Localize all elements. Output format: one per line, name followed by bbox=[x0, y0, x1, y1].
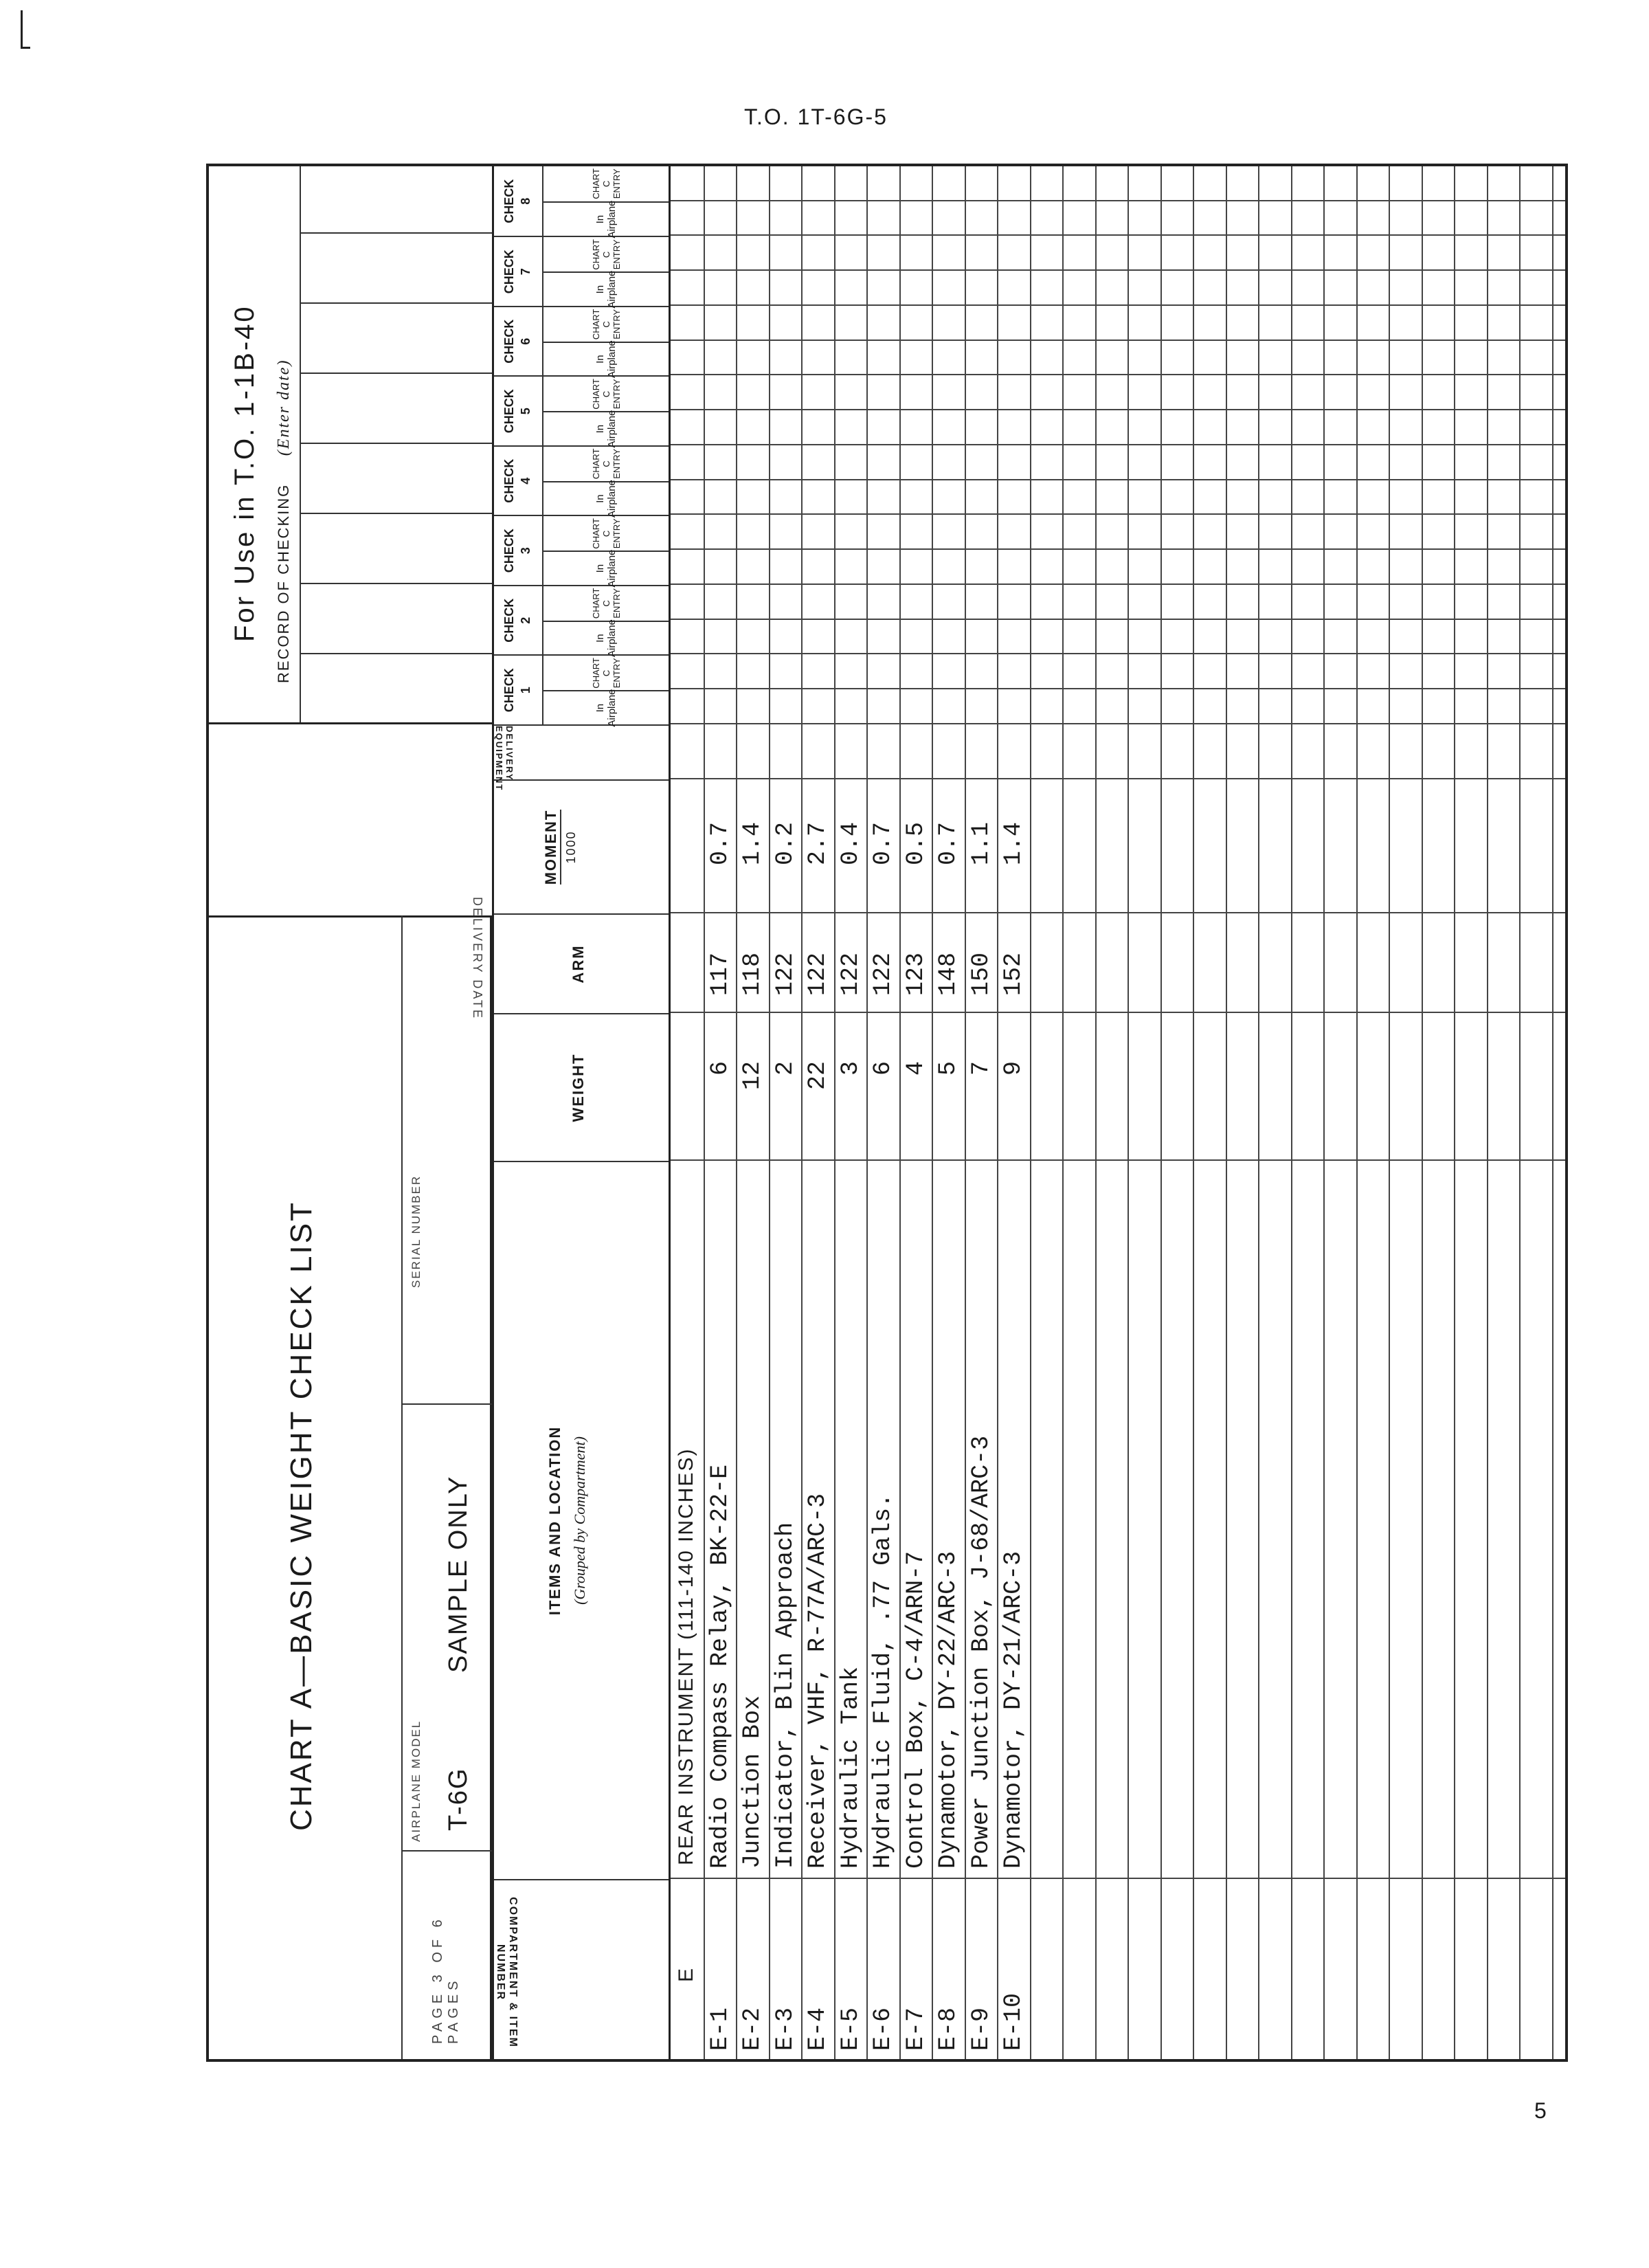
check-number: 2 bbox=[519, 616, 532, 624]
item-moment: 0.5 bbox=[901, 821, 930, 865]
item-weight: 6 bbox=[706, 1060, 734, 1076]
column-divider bbox=[671, 654, 1568, 655]
column-divider bbox=[671, 583, 1568, 585]
arm-label: ARM bbox=[570, 944, 587, 983]
compartment-item-label: COMPARTMENT & ITEM NUMBER bbox=[495, 1897, 519, 2048]
column-divider bbox=[671, 1159, 1568, 1161]
row-divider bbox=[736, 166, 737, 2062]
item-moment: 2.7 bbox=[804, 821, 831, 865]
row-divider bbox=[1128, 166, 1129, 2062]
column-divider bbox=[671, 409, 1568, 410]
check-number: 7 bbox=[519, 268, 532, 276]
item-arm: 152 bbox=[1000, 952, 1027, 996]
item-moment: 0.4 bbox=[836, 821, 864, 865]
check-5-title bbox=[494, 377, 543, 446]
in-airplane-label: In Airplane bbox=[543, 411, 669, 445]
item-arm: 118 bbox=[739, 952, 766, 996]
item-number: E-7 bbox=[901, 2007, 930, 2051]
date-box-1[interactable] bbox=[301, 654, 493, 724]
row-divider bbox=[932, 166, 933, 2062]
chart-c-entry-label: CHART C ENTRY bbox=[590, 379, 622, 410]
item-description: Control Box, C-4/ARN-7 bbox=[901, 1550, 930, 1869]
date-box-8[interactable] bbox=[301, 166, 493, 234]
item-description: Power Junction Box, J-68/ARC-3 bbox=[967, 1435, 995, 1869]
items-location-label: ITEMS AND LOCATION bbox=[546, 1425, 563, 1616]
in-airplane-label: In Airplane bbox=[543, 342, 669, 376]
item-moment: 1.4 bbox=[739, 821, 766, 865]
item-moment: 0.7 bbox=[706, 821, 734, 865]
column-divider bbox=[671, 269, 1568, 271]
row-divider bbox=[1389, 166, 1390, 2062]
column-divider bbox=[671, 375, 1568, 376]
row-divider bbox=[769, 166, 770, 2062]
check-label: CHECK bbox=[502, 249, 516, 294]
column-divider bbox=[671, 444, 1568, 445]
column-divider bbox=[671, 340, 1568, 341]
item-moment: 0.7 bbox=[934, 821, 962, 865]
check-1-header bbox=[494, 655, 669, 725]
item-weight: 2 bbox=[771, 1060, 799, 1076]
chart-c-entry-label: CHART C ENTRY bbox=[590, 309, 622, 340]
column-divider bbox=[671, 688, 1568, 689]
check-5-header bbox=[494, 376, 669, 446]
moment-divisor: 1000 bbox=[564, 830, 578, 864]
item-description: Indicator, Blin Approach bbox=[771, 1522, 799, 1869]
item-number: E-4 bbox=[804, 2007, 831, 2051]
item-description: Dynamotor, DY-21/ARC-3 bbox=[1000, 1550, 1027, 1869]
check-label: CHECK bbox=[502, 529, 516, 573]
weight-header bbox=[494, 1013, 669, 1161]
chart-c-entry-label: CHART C ENTRY bbox=[590, 168, 622, 199]
item-arm: 148 bbox=[934, 952, 962, 996]
record-of-checking-label bbox=[275, 359, 293, 683]
item-arm: 122 bbox=[804, 952, 831, 996]
check-4-header bbox=[494, 445, 669, 518]
row-divider bbox=[1193, 166, 1194, 2062]
date-box-2[interactable] bbox=[301, 584, 493, 654]
item-description: Junction Box bbox=[739, 1695, 766, 1869]
column-divider bbox=[671, 165, 1568, 166]
date-box-4[interactable] bbox=[301, 444, 493, 514]
check-label: CHECK bbox=[502, 668, 516, 713]
row-divider bbox=[1258, 166, 1259, 2062]
serial-number-label: SERIAL NUMBER bbox=[410, 1175, 423, 1288]
record-label: RECORD OF CHECKING bbox=[275, 483, 292, 683]
check-number: 3 bbox=[519, 547, 532, 555]
check-1-title bbox=[494, 656, 543, 725]
item-description: Hydraulic Fluid, .77 Gals. bbox=[869, 1493, 897, 1869]
document-id: T.O. 1T-6G-5 bbox=[744, 104, 888, 129]
check-6-title bbox=[494, 307, 543, 376]
chart-c-entry-label: CHART C ENTRY bbox=[590, 239, 622, 270]
check-6-header bbox=[494, 306, 669, 379]
column-divider bbox=[671, 200, 1568, 201]
items-location-sublabel: (Grouped by Compartment) bbox=[571, 1436, 588, 1605]
date-box-7[interactable] bbox=[301, 234, 493, 304]
delivery-date-label: DELIVERY DATE bbox=[471, 896, 484, 1020]
airplane-model-cell bbox=[403, 1403, 493, 1852]
item-number: E-6 bbox=[869, 2007, 897, 2051]
check-8-header bbox=[494, 166, 669, 236]
check-number: 1 bbox=[519, 687, 532, 694]
column-divider bbox=[671, 723, 1568, 724]
in-airplane-label: In Airplane bbox=[543, 621, 669, 655]
item-number: E-10 bbox=[1000, 1992, 1027, 2051]
item-description: Hydraulic Tank bbox=[836, 1666, 864, 1869]
column-divider bbox=[671, 1878, 1568, 1879]
item-number: E-5 bbox=[836, 2007, 864, 2051]
item-weight: 22 bbox=[804, 1060, 831, 1090]
in-airplane-label: In Airplane bbox=[543, 481, 669, 515]
item-weight: 5 bbox=[934, 1060, 962, 1076]
item-weight: 7 bbox=[967, 1060, 995, 1076]
arm-header bbox=[494, 913, 669, 1013]
check-2-header bbox=[494, 585, 669, 658]
column-divider bbox=[671, 479, 1568, 480]
scan-mark bbox=[21, 10, 23, 48]
item-arm: 122 bbox=[836, 952, 864, 996]
item-description: Radio Compass Relay, BK-22-E bbox=[706, 1464, 734, 1869]
enter-date-label: (Enter date) bbox=[275, 359, 293, 456]
meta-row bbox=[401, 915, 493, 2062]
row-divider bbox=[899, 166, 901, 2062]
record-of-checking-block bbox=[209, 166, 492, 724]
row-divider bbox=[1552, 166, 1553, 2062]
in-airplane-label: In Airplane bbox=[543, 201, 669, 236]
item-arm: 117 bbox=[706, 952, 734, 996]
section-code: E bbox=[675, 1966, 697, 1982]
item-number: E-3 bbox=[771, 2007, 799, 2051]
in-airplane-label: In Airplane bbox=[543, 551, 669, 585]
in-airplane-label: In Airplane bbox=[543, 690, 669, 724]
row-divider bbox=[1030, 166, 1031, 2062]
date-box-6[interactable] bbox=[301, 304, 493, 374]
check-7-header bbox=[494, 236, 669, 307]
row-divider bbox=[997, 166, 998, 2062]
delivery-equipment-label: DELIVERY EQUIPMENT bbox=[494, 726, 515, 792]
chart-title-block bbox=[209, 915, 492, 2062]
row-divider bbox=[1160, 166, 1162, 2062]
row-divider bbox=[1487, 166, 1488, 2062]
date-box-5[interactable] bbox=[301, 374, 493, 444]
section-name: REAR INSTRUMENT (111-140 INCHES) bbox=[675, 1447, 697, 1865]
row-divider bbox=[1422, 166, 1423, 2062]
item-moment: 0.7 bbox=[869, 821, 897, 865]
column-divider bbox=[671, 235, 1568, 236]
moment-header bbox=[494, 779, 669, 913]
row-divider bbox=[801, 166, 803, 2062]
compartment-item-header bbox=[494, 1879, 669, 2062]
item-arm: 123 bbox=[901, 952, 930, 996]
check-7-title bbox=[494, 238, 543, 307]
check-2-title bbox=[494, 586, 543, 655]
column-divider bbox=[671, 778, 1568, 779]
page-cell bbox=[403, 1850, 493, 2062]
moment-label: MOMENT bbox=[494, 810, 561, 885]
date-entry-grid bbox=[300, 164, 493, 724]
item-arm: 122 bbox=[869, 952, 897, 996]
check-3-title bbox=[494, 517, 543, 586]
row-divider bbox=[1323, 166, 1325, 2062]
check-label: CHECK bbox=[502, 458, 516, 503]
check-label: CHECK bbox=[502, 319, 516, 364]
item-weight: 9 bbox=[1000, 1060, 1027, 1076]
chart-c-entry-label: CHART C ENTRY bbox=[590, 448, 622, 480]
check-4-title bbox=[494, 447, 543, 515]
column-divider bbox=[671, 912, 1568, 913]
item-number: E-2 bbox=[739, 2007, 766, 2051]
check-number: 6 bbox=[519, 337, 532, 345]
column-header-row bbox=[492, 166, 671, 2062]
check-number: 8 bbox=[519, 197, 532, 205]
item-description: Receiver, VHF, R-77A/ARC-3 bbox=[804, 1493, 831, 1869]
check-label: CHECK bbox=[502, 389, 516, 434]
rotated-form-content bbox=[209, 166, 1568, 2062]
column-divider bbox=[671, 304, 1568, 306]
item-number: E-8 bbox=[934, 2007, 962, 2051]
item-arm: 122 bbox=[771, 952, 799, 996]
scan-mark bbox=[21, 47, 30, 49]
item-moment: 1.1 bbox=[967, 821, 995, 865]
chart-c-entry-label: CHART C ENTRY bbox=[590, 518, 622, 549]
airplane-model-note: SAMPLE ONLY bbox=[444, 1475, 473, 1673]
check-label: CHECK bbox=[502, 179, 516, 223]
row-divider bbox=[866, 166, 868, 2062]
chart-c-entry-label: CHART C ENTRY bbox=[590, 658, 622, 689]
row-divider bbox=[1095, 166, 1097, 2062]
weight-label: WEIGHT bbox=[570, 1053, 587, 1122]
page-label: PAGE 3 OF 6 PAGES bbox=[430, 1915, 461, 2044]
item-weight: 12 bbox=[739, 1060, 766, 1090]
check-number: 5 bbox=[519, 408, 532, 415]
check-number: 4 bbox=[519, 477, 532, 485]
row-divider bbox=[1226, 166, 1227, 2062]
column-divider bbox=[671, 514, 1568, 515]
column-divider bbox=[671, 619, 1568, 620]
date-box-3[interactable] bbox=[301, 514, 493, 584]
item-moment: 1.4 bbox=[1000, 821, 1027, 865]
item-number: E-1 bbox=[706, 2007, 734, 2051]
item-rows bbox=[671, 166, 1568, 2062]
item-number: E-9 bbox=[967, 2007, 995, 2051]
chart-c-entry-label: CHART C ENTRY bbox=[590, 588, 622, 619]
basic-weight-check-list-form bbox=[206, 164, 1568, 2062]
row-divider bbox=[1356, 166, 1358, 2062]
row-divider bbox=[1291, 166, 1292, 2062]
record-block-title: For Use in T.O. 1-1B-40 bbox=[229, 304, 260, 642]
items-location-header bbox=[494, 1161, 669, 1879]
column-divider bbox=[671, 1012, 1568, 1013]
airplane-model-value: T-6G bbox=[444, 1767, 473, 1831]
row-divider bbox=[834, 166, 835, 2062]
item-weight: 3 bbox=[836, 1060, 864, 1076]
row-divider bbox=[965, 166, 966, 2062]
chart-title: CHART A—BASIC WEIGHT CHECK LIST bbox=[284, 1201, 318, 1831]
column-divider bbox=[671, 548, 1568, 550]
item-arm: 150 bbox=[967, 952, 995, 996]
row-divider bbox=[1454, 166, 1455, 2062]
airplane-model-label: AIRPLANE MODEL bbox=[410, 1720, 423, 1842]
row-divider bbox=[1062, 166, 1064, 2062]
item-weight: 6 bbox=[869, 1060, 897, 1076]
item-description: Dynamotor, DY-22/ARC-3 bbox=[934, 1550, 962, 1869]
in-airplane-label: In Airplane bbox=[543, 271, 669, 306]
check-8-title bbox=[494, 166, 543, 236]
row-divider bbox=[704, 166, 705, 2062]
check-3-header bbox=[494, 515, 669, 586]
delivery-equipment-header bbox=[494, 724, 669, 792]
page-number: 5 bbox=[1534, 2098, 1547, 2123]
row-divider bbox=[1519, 166, 1521, 2062]
item-weight: 4 bbox=[901, 1060, 930, 1076]
check-label: CHECK bbox=[502, 598, 516, 643]
item-moment: 0.2 bbox=[771, 821, 799, 865]
title-record-divider bbox=[209, 722, 492, 724]
